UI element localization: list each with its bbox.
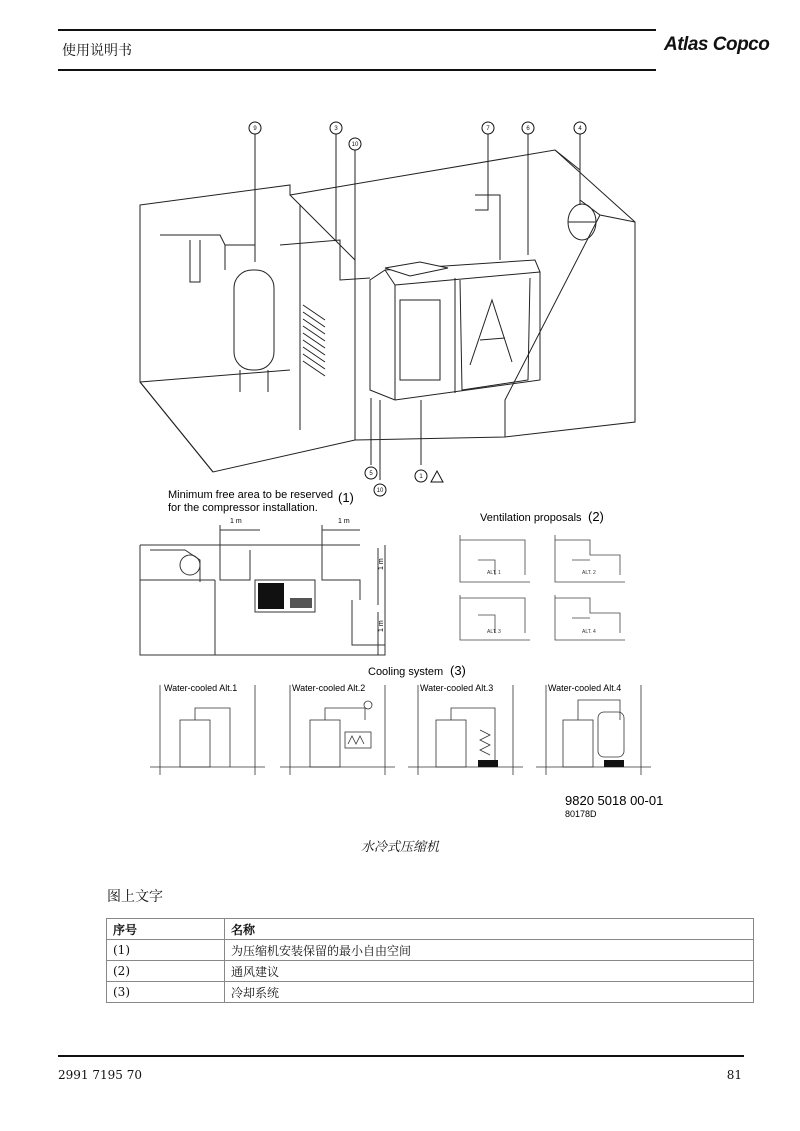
dim-1m-vertical-top: 1 m <box>378 558 385 570</box>
legend-header-name: 名称 <box>225 919 754 940</box>
vent-alt-3: ALT. 3 <box>487 629 501 635</box>
section-2-number: (2) <box>588 509 604 524</box>
table-row <box>107 982 754 1003</box>
legend-cell-no: (1) <box>107 940 225 961</box>
figure-caption: 水冷式压缩机 <box>360 840 439 855</box>
legend-table <box>106 918 754 1003</box>
callout-5: 5 <box>369 471 373 477</box>
cooling-alt-4: Water-cooled Alt.4 <box>548 683 622 693</box>
atlas-copco-logo: Atlas Copco <box>664 34 770 55</box>
free-area-label-line2: for the compressor installation. <box>168 502 318 514</box>
section-1-number: (1) <box>338 490 354 505</box>
section-3-number: (3) <box>450 663 466 678</box>
vent-alt-1: ALT. 1 <box>487 570 501 576</box>
dim-1m-vertical-bottom: 1 m <box>378 620 385 632</box>
footer-rule <box>58 1055 744 1057</box>
legend-cell-name: 为压缩机安装保留的最小自由空间 <box>225 940 754 961</box>
ventilation-label: Ventilation proposals <box>480 512 582 524</box>
table-row <box>107 940 754 961</box>
legend-cell-name: 通风建议 <box>225 961 754 982</box>
legend-header-no: 序号 <box>107 919 225 940</box>
cooling-alt-1: Water-cooled Alt.1 <box>164 683 238 693</box>
vent-alt-4: ALT. 4 <box>582 629 596 635</box>
dim-1m-right: 1 m <box>338 518 350 525</box>
callout-7: 7 <box>486 126 490 132</box>
drawing-reference: 80178D <box>565 809 597 819</box>
cooling-alt3-base <box>478 760 498 767</box>
drawing-number: 9820 5018 00-01 <box>565 793 664 808</box>
callout-9: 9 <box>253 126 257 132</box>
document-title: 使用说明书 <box>62 43 132 59</box>
vent-alt-2: ALT. 2 <box>582 570 596 576</box>
callout-6: 6 <box>526 126 530 132</box>
callout-1: 1 <box>419 474 423 480</box>
cooling-label: Cooling system <box>368 666 444 678</box>
callout-10-top: 10 <box>351 142 359 148</box>
cooling-alt-2: Water-cooled Alt.2 <box>292 683 366 693</box>
cooling-alt4-base <box>604 760 624 767</box>
callout-3: 3 <box>334 126 338 132</box>
table-row <box>107 961 754 982</box>
cooling-alt-3: Water-cooled Alt.3 <box>420 683 494 693</box>
legend-cell-no: (3) <box>107 982 225 1003</box>
footer-document-number: 2991 7195 70 <box>58 1068 142 1082</box>
callout-10-bottom: 10 <box>376 488 384 494</box>
legend-cell-no: (2) <box>107 961 225 982</box>
legend-title: 图上文字 <box>107 889 163 905</box>
dim-1m-left: 1 m <box>230 518 242 525</box>
compressor-plan-block <box>258 583 284 609</box>
legend-header-row <box>107 919 754 940</box>
legend-cell-name: 冷却系统 <box>225 982 754 1003</box>
callout-4: 4 <box>578 126 582 132</box>
free-area-label-line1: Minimum free area to be reserved <box>168 489 334 501</box>
compressor-plan-panel <box>290 598 312 608</box>
footer-page-number: 81 <box>726 1068 742 1082</box>
